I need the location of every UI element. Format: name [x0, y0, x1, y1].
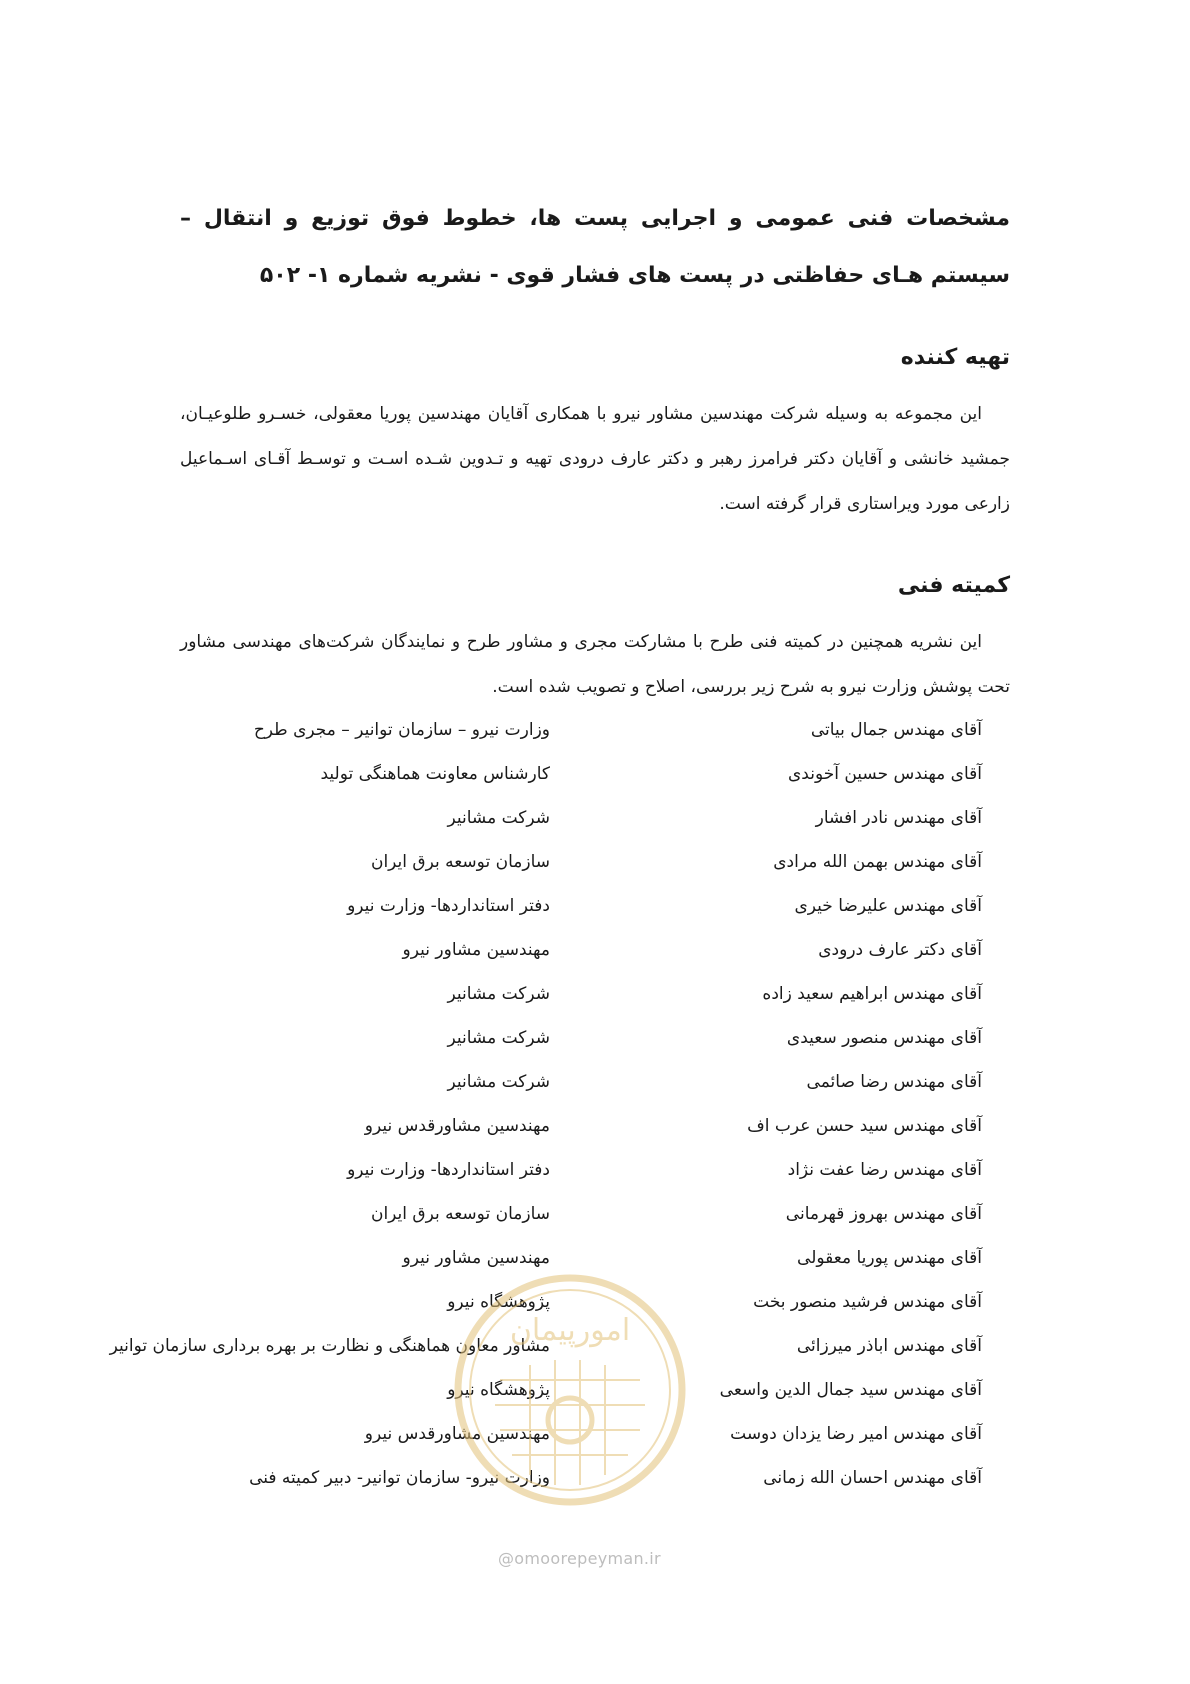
- member-name: آقای مهندس احسان الله زمانی: [763, 1468, 982, 1488]
- member-role: شرکت مشانیر: [447, 1028, 550, 1048]
- member-role: سازمان توسعه برق ایران: [370, 852, 550, 872]
- document-title: مشخصات فنی عمومی و اجرایی پست ها، خطوط فوق توزیع و انتقال – سیستم هـای حفاظتی در پست های فشار قوی - نشریه شماره ۱- ۵۰۲: [180, 206, 1010, 288]
- member-row: [180, 800, 1010, 844]
- member-row: [180, 976, 1010, 1020]
- member-role: دفتر استانداردها- وزارت نیرو: [347, 896, 550, 916]
- member-role: سازمان توسعه برق ایران: [370, 1204, 550, 1224]
- preparer-heading: تهیه کننده: [900, 345, 1010, 370]
- member-name: آقای مهندس علیرضا خیری: [794, 896, 982, 916]
- member-role: کارشناس معاونت هماهنگی تولید: [320, 764, 550, 784]
- member-name: آقای مهندس اباذر میرزائی: [796, 1336, 982, 1356]
- watermark-site: @omoorepeyman.ir: [498, 1549, 661, 1568]
- member-name: آقای مهندس رضا عفت نژاد: [787, 1160, 982, 1180]
- member-name: آقای مهندس پوریا معقولی: [797, 1248, 982, 1268]
- member-row: [180, 756, 1010, 800]
- watermark-text: امورپیمان: [509, 1313, 631, 1348]
- member-name: آقای مهندس منصور سعیدی: [786, 1028, 982, 1048]
- member-role: پژوهشگاه نیرو: [447, 1380, 550, 1400]
- member-role: شرکت مشانیر: [447, 808, 550, 828]
- member-role: دفتر استانداردها- وزارت نیرو: [347, 1160, 550, 1180]
- member-row: [180, 712, 1010, 756]
- member-row: [180, 1020, 1010, 1064]
- member-name: آقای مهندس سید جمال الدین واسعی: [719, 1380, 982, 1400]
- committee-heading: کمیته فنی: [897, 573, 1010, 598]
- member-role: وزارت نیرو – سازمان توانیر – مجری طرح: [253, 720, 550, 740]
- member-role: مهندسین مشاورقدس نیرو: [364, 1424, 550, 1444]
- member-row: [180, 844, 1010, 888]
- member-name: آقای مهندس فرشید منصور بخت: [753, 1292, 982, 1312]
- member-row: [180, 1196, 1010, 1240]
- member-name: آقای مهندس بهروز قهرمانی: [785, 1204, 982, 1224]
- committee-paragraph: این نشریه همچنین در کمیته فنی طرح با مشارکت مجری و مشاور طرح و نمایندگان شرکت‌های مهندسی مشاور تحت پوشش وزارت نیرو به شرح زیر بررسی، اصلاح و تصویب شده است.: [180, 632, 1010, 697]
- member-name: آقای مهندس سید حسن عرب اف: [747, 1116, 982, 1136]
- member-row: [180, 1064, 1010, 1108]
- preparer-paragraph: این مجموعه به وسیله شرکت مهندسین مشاور نیرو با همکاری آقایان مهندسین پوریا معقولی، خسـرو طلوعیـان، جمشید خانشی و آقایان دکتر فرامرز رهبر و دکتر عارف درودی تهیه و تـدوین شـده اسـت و توسـط آقـای اسـماعیل زارعی مورد ویراستاری قرار گرفته است.: [180, 404, 1010, 514]
- member-name: آقای مهندس رضا صائمی: [806, 1072, 982, 1092]
- member-name: آقای مهندس جمال بیاتی: [810, 720, 982, 740]
- member-row: [180, 1108, 1010, 1152]
- member-row: [180, 1152, 1010, 1196]
- member-name: آقای مهندس حسین آخوندی: [787, 764, 982, 784]
- member-name: آقای مهندس ابراهیم سعید زاده: [762, 984, 982, 1004]
- member-name: آقای مهندس نادر افشار: [815, 808, 982, 828]
- member-row: [180, 888, 1010, 932]
- member-role: مشاور معاون هماهنگی و نظارت بر بهره برداری سازمان توانیر: [109, 1336, 550, 1356]
- member-role: مهندسین مشاور نیرو: [402, 1248, 550, 1268]
- member-role: مهندسین مشاور نیرو: [402, 940, 550, 960]
- member-role: پژوهشگاه نیرو: [447, 1292, 550, 1312]
- member-role: شرکت مشانیر: [447, 1072, 550, 1092]
- member-role: مهندسین مشاورقدس نیرو: [364, 1116, 550, 1136]
- member-name: آقای مهندس امیر رضا یزدان دوست: [730, 1424, 982, 1444]
- member-name: آقای دکتر عارف درودی: [818, 940, 982, 960]
- member-role: شرکت مشانیر: [447, 984, 550, 1004]
- watermark-logo: [450, 1270, 690, 1510]
- member-row: [180, 932, 1010, 976]
- member-name: آقای مهندس بهمن الله مرادی: [773, 852, 982, 872]
- member-role: وزارت نیرو- سازمان توانیر- دبیر کمیته فنی: [249, 1468, 550, 1488]
